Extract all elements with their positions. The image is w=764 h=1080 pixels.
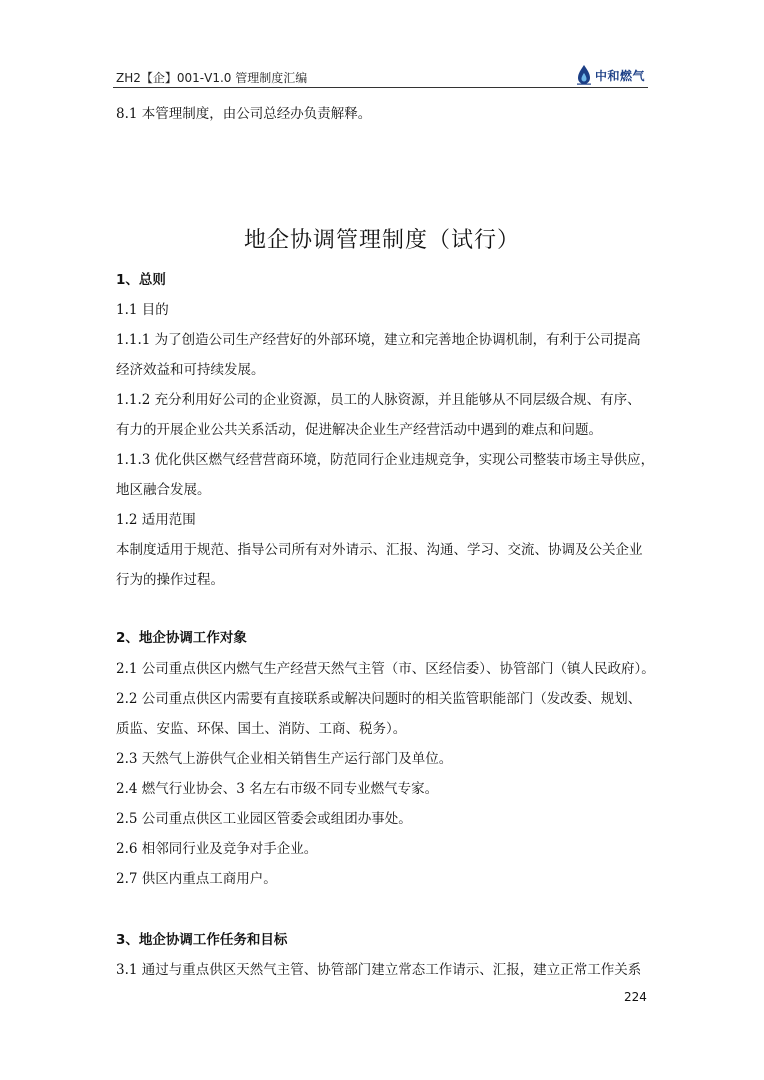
paragraph-line: 2.1 公司重点供区内燃气生产经营天然气主管（市、区经信委）、协管部门（镇人民政府）。	[116, 661, 655, 677]
paragraph-line: 地区融合发展。	[116, 482, 211, 498]
paragraph-line: 2.7 供区内重点工商用户。	[116, 871, 277, 887]
paragraph-line: 2.3 天然气上游供气企业相关销售生产运行部门及单位。	[116, 751, 453, 767]
clause-8-1: 8.1 本管理制度，由公司总经办负责解释。	[116, 106, 372, 122]
paragraph-line: 1.1.2 充分利用好公司的企业资源，员工的人脉资源，并且能够从不同层级合规、有序、	[116, 392, 641, 408]
flame-logo-icon	[576, 64, 592, 86]
paragraph-line: 2.5 公司重点供区工业园区管委会或组团办事处。	[116, 811, 412, 827]
paragraph-line: 行为的操作过程。	[116, 572, 224, 588]
section-heading: 3、地企协调工作任务和目标	[116, 932, 288, 948]
paragraph-line: 有力的开展企业公共关系活动，促进解决企业生产经营活动中遇到的难点和问题。	[116, 422, 602, 438]
subsection-heading: 1.2 适用范围	[116, 512, 196, 528]
paragraph-line: 2.6 相邻同行业及竞争对手企业。	[116, 841, 318, 857]
paragraph-line: 3.1 通过与重点供区天然气主管、协管部门建立常态工作请示、汇报，建立正常工作关系	[116, 962, 642, 978]
section-heading: 1、总则	[116, 272, 166, 288]
company-logo	[576, 63, 645, 87]
paragraph-line: 1.1.1 为了创造公司生产经营好的外部环境，建立和完善地企协调机制，有利于公司提高	[116, 332, 641, 348]
paragraph-line: 本制度适用于规范、指导公司所有对外请示、汇报、沟通、学习、交流、协调及公关企业	[116, 542, 643, 558]
paragraph-line: 2.4 燃气行业协会、3 名左右市级不同专业燃气专家。	[116, 781, 439, 797]
section-heading: 2、地企协调工作对象	[116, 630, 247, 646]
paragraph-line: 经济效益和可持续发展。	[116, 362, 265, 378]
paragraph-line: 1.1.3 优化供区燃气经营营商环境，防范同行企业违规竞争，实现公司整装市场主导供应，	[116, 452, 655, 468]
page-number: 224	[624, 990, 647, 1004]
paragraph-line: 质监、安监、环保、国土、消防、工商、税务）。	[116, 721, 407, 737]
document-title: 地企协调管理制度（试行）	[243, 228, 520, 253]
logo-text: 中和燃气	[595, 68, 646, 83]
subsection-heading: 1.1 目的	[116, 302, 169, 318]
paragraph-line: 2.2 公司重点供区内需要有直接联系或解决问题时的相关监管职能部门（发改委、规划、	[116, 691, 642, 707]
header-doc-code: ZH2【企】001-V1.0 管理制度汇编	[116, 71, 308, 85]
header-divider	[113, 87, 648, 88]
